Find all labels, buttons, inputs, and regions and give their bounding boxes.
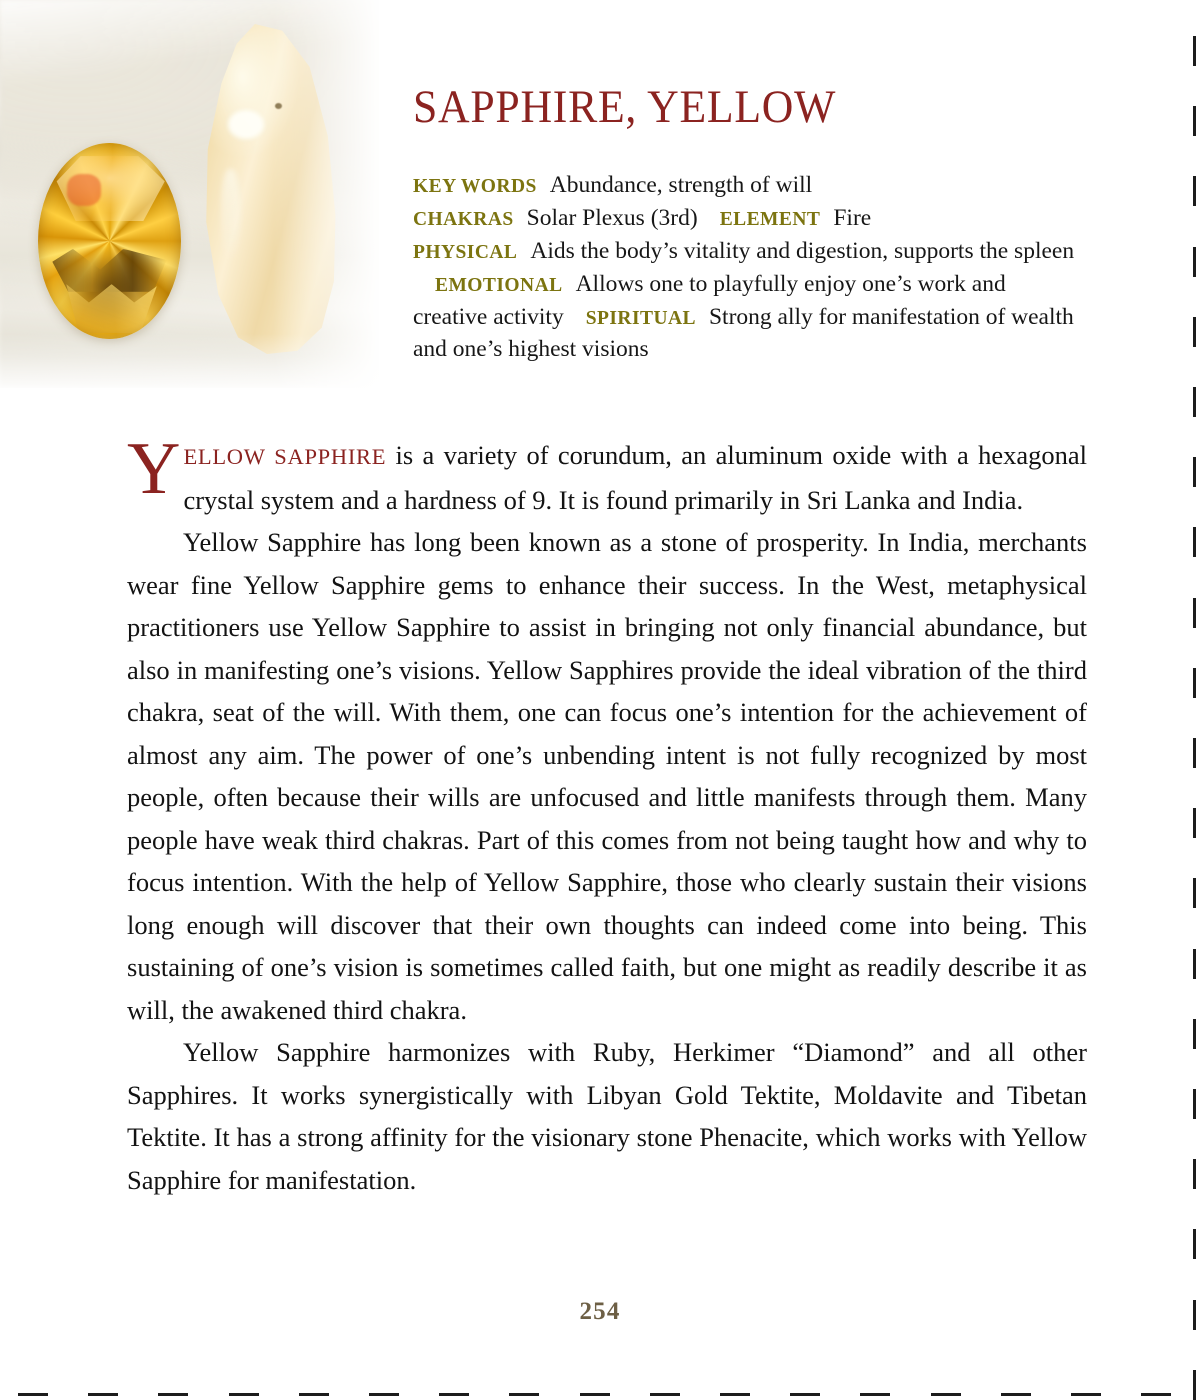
registration-tick <box>1193 1370 1196 1400</box>
registration-tick <box>1193 598 1196 628</box>
attribute-line-chakras-element <box>413 202 1083 235</box>
body-column <box>127 428 1087 1201</box>
registration-tick <box>1193 1159 1196 1189</box>
attribute-label-spiritual: SPIRITUAL <box>585 307 696 329</box>
page-title: SAPPHIRE, YELLOW <box>413 81 837 133</box>
lead-small-caps: ELLOW SAPPHIRE <box>183 444 387 469</box>
registration-tick <box>1193 668 1196 698</box>
attribute-line-physical-emotional-spiritual <box>413 235 1083 367</box>
crystal-highlight-secondary-icon <box>221 169 239 261</box>
drop-cap: Y <box>127 428 181 510</box>
registration-tick <box>369 1393 399 1396</box>
registration-ticks-right <box>1176 0 1200 1400</box>
paragraph-2: Yellow Sapphire has long been known as a stone of prosperity. In India, merchants wear fine Yellow Sapphire gems to enhance their success. In the West, metaphysical practitioners use Yellow Sapphire to assist in bringing not only financial abundance, but also in manifesting one’s visions. Yellow Sapphires provide the ideal vibration of the third chakra, seat of the will. With them, one can focus one’s intention for the achievement of almost any aim. The power of one’s unbending intent is not fully recognized by most people, often because their wills are unfocused and little manifests through them. Many people have weak third chakras. Part of this comes from not being taught how and why to focus intention. With the help of Yellow Sapphire, those who clearly sustain their visions long enough will discover that their own thoughts can indeed come into being. This sustaining of one’s vision is sometimes called faith, but one might as readily describe it as will, the awakened third chakra. <box>127 527 1087 1025</box>
registration-tick <box>1141 1393 1171 1396</box>
attribute-value-chakras: Solar Plexus (3rd) <box>526 204 698 231</box>
registration-tick <box>1193 36 1196 66</box>
attribute-label-emotional: EMOTIONAL <box>435 274 563 296</box>
attribute-label-physical: PHYSICAL <box>413 241 518 263</box>
registration-tick <box>1193 106 1196 136</box>
gem-pavilion-facet <box>52 249 166 292</box>
rough-yellow-sapphire-crystal <box>188 24 340 354</box>
registration-tick <box>299 1393 329 1396</box>
registration-tick <box>88 1393 118 1396</box>
registration-tick <box>860 1393 890 1396</box>
registration-tick <box>1193 949 1196 979</box>
registration-tick <box>158 1393 188 1396</box>
attribute-value-emotional: Allows one to playfully enjoy one’s work and creative activity <box>413 270 1006 330</box>
attribute-value-spiritual: Strong ally for manifestation of wealth and one’s highest visions <box>413 303 1074 363</box>
faceted-oval-yellow-sapphire <box>38 143 181 339</box>
lead-paragraph <box>127 428 1087 521</box>
registration-tick <box>1193 247 1196 277</box>
registration-tick <box>1193 457 1196 487</box>
registration-tick <box>1193 808 1196 838</box>
registration-tick <box>1193 1229 1196 1259</box>
registration-tick <box>1193 738 1196 768</box>
registration-tick <box>650 1393 680 1396</box>
lead-paragraph-text: is a variety of corundum, an aluminum oxide with a hexagonal crystal system and a hardness of 9. It is found primarily in Sri Lanka and India. <box>183 440 1087 515</box>
page-number: 254 <box>579 1298 621 1325</box>
registration-tick <box>580 1393 610 1396</box>
gem-orange-flash <box>67 174 101 205</box>
registration-tick <box>1193 387 1196 417</box>
attribute-summary <box>413 169 1083 366</box>
registration-tick <box>1001 1393 1031 1396</box>
paragraph-3: Yellow Sapphire harmonizes with Ruby, Herkimer “Diamond” and all other Sapphires. It works synergistically with Libyan Gold Tektite, Moldavite and Tibetan Tektite. It has a strong affinity for the visionary stone Phenacite, which works with Yellow Sapphire for manifestation. <box>127 1037 1087 1195</box>
registration-tick <box>790 1393 820 1396</box>
registration-ticks-bottom <box>0 1376 1200 1400</box>
attribute-label-element: ELEMENT <box>719 208 821 230</box>
crystal-inclusion-icon <box>275 103 282 109</box>
attribute-value-key-words: Abundance, strength of will <box>549 172 813 198</box>
registration-tick <box>1071 1393 1101 1396</box>
registration-tick <box>1193 176 1196 206</box>
registration-tick <box>229 1393 259 1396</box>
attribute-label-key-words: KEY WORDS <box>413 176 537 197</box>
attribute-value-physical: Aids the body’s vitality and digestion, supports the spleen <box>530 237 1075 264</box>
registration-tick <box>1193 317 1196 347</box>
attribute-value-element: Fire <box>833 204 872 231</box>
registration-tick <box>931 1393 961 1396</box>
registration-tick <box>509 1393 539 1396</box>
registration-tick <box>1193 1089 1196 1119</box>
attribute-label-chakras: CHAKRAS <box>413 208 514 230</box>
entry-header <box>413 81 1083 366</box>
crystal-highlight-icon <box>228 110 264 140</box>
registration-tick <box>18 1393 48 1396</box>
attribute-line-keywords <box>413 169 1083 202</box>
registration-tick <box>1193 1019 1196 1049</box>
specimen-photo <box>0 0 379 388</box>
registration-tick <box>720 1393 750 1396</box>
registration-tick <box>1193 878 1196 908</box>
registration-tick <box>1193 527 1196 557</box>
registration-tick <box>439 1393 469 1396</box>
